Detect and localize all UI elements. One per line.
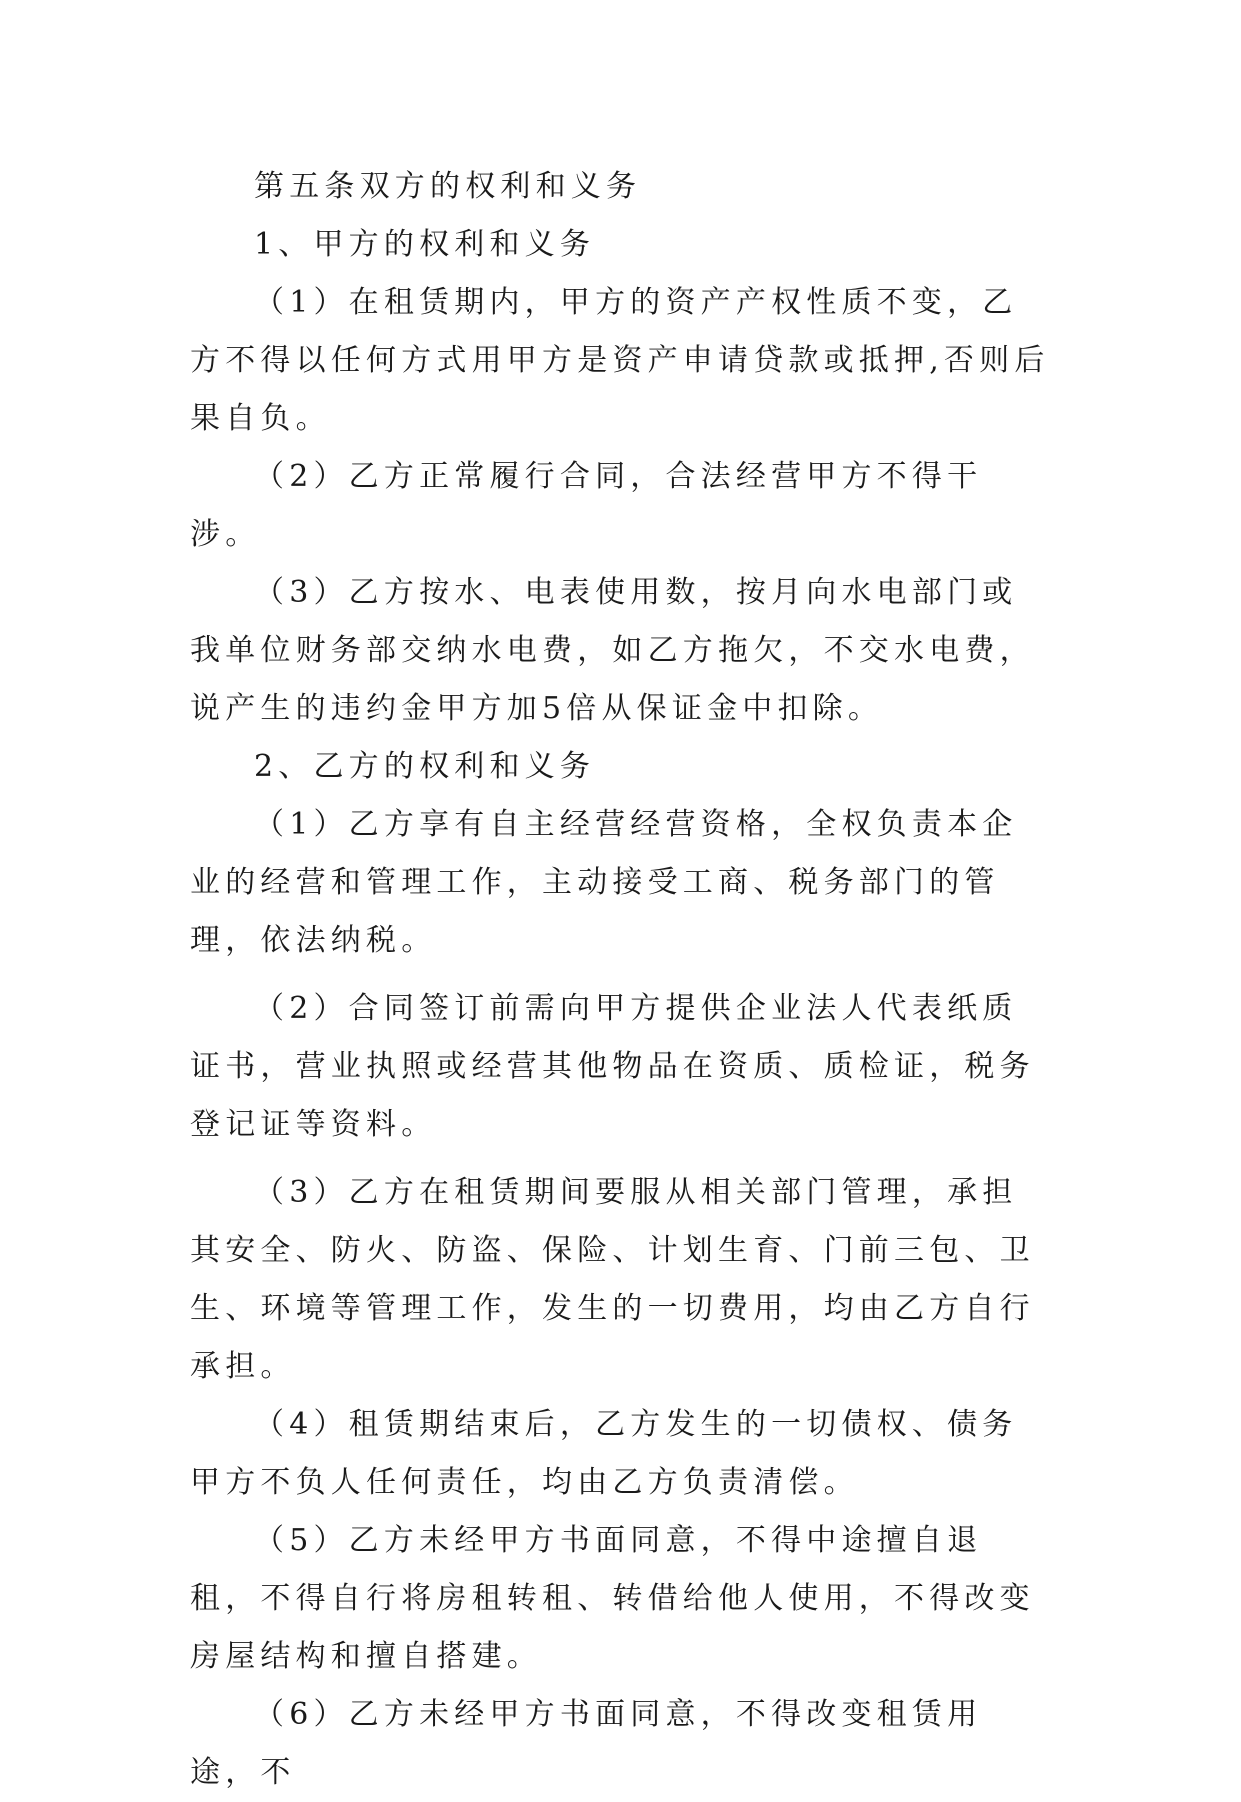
- section-heading-party-a: 1、甲方的权利和义务: [254, 227, 596, 262]
- article-heading: 第五条双方的权利和义务: [254, 169, 642, 204]
- section-heading-party-b: 2、乙方的权利和义务: [254, 749, 596, 784]
- clause-a-3: （3）乙方按水、电表使用数，按月向水电部门或我单位财务部交纳水电费，如乙方拖欠，不交水电费，说产生的违约金甲方加5倍从保证金中扣除。: [190, 575, 1035, 726]
- clause-a-2: （2）乙方正常履行合同，合法经营甲方不得干涉。: [190, 459, 983, 552]
- clause-b-3: （3）乙方在租赁期间要服从相关部门管理，承担其安全、防火、防盗、保险、计划生育、门前三包、卫生、环境等管理工作，发生的一切费用，均由乙方自行承担。: [190, 1175, 1035, 1384]
- clause-b-4: （4）租赁期结束后，乙方发生的一切债权、债务甲方不负人任何责任，均由乙方负责清偿。: [190, 1407, 1018, 1500]
- clause-b-2: （2）合同签订前需向甲方提供企业法人代表纸质证书，营业执照或经营其他物品在资质、质检证，税务登记证等资料。: [190, 991, 1035, 1142]
- clause-b-1: （1）乙方享有自主经营经营资格，全权负责本企业的经营和管理工作，主动接受工商、税务部门的管理，依法纳税。: [190, 807, 1018, 958]
- clause-b-6: （6）乙方未经甲方书面同意，不得改变租赁用途，不: [190, 1697, 983, 1790]
- clause-a-1: （1）在租赁期内，甲方的资产产权性质不变，乙方不得以任何方式用甲方是资产申请贷款或抵押,否则后果自负。: [190, 285, 1050, 436]
- clause-b-5: （5）乙方未经甲方书面同意，不得中途擅自退租，不得自行将房租转租、转借给他人使用，不得改变房屋结构和擅自搭建。: [190, 1523, 1035, 1674]
- document-page: [190, 158, 1050, 1802]
